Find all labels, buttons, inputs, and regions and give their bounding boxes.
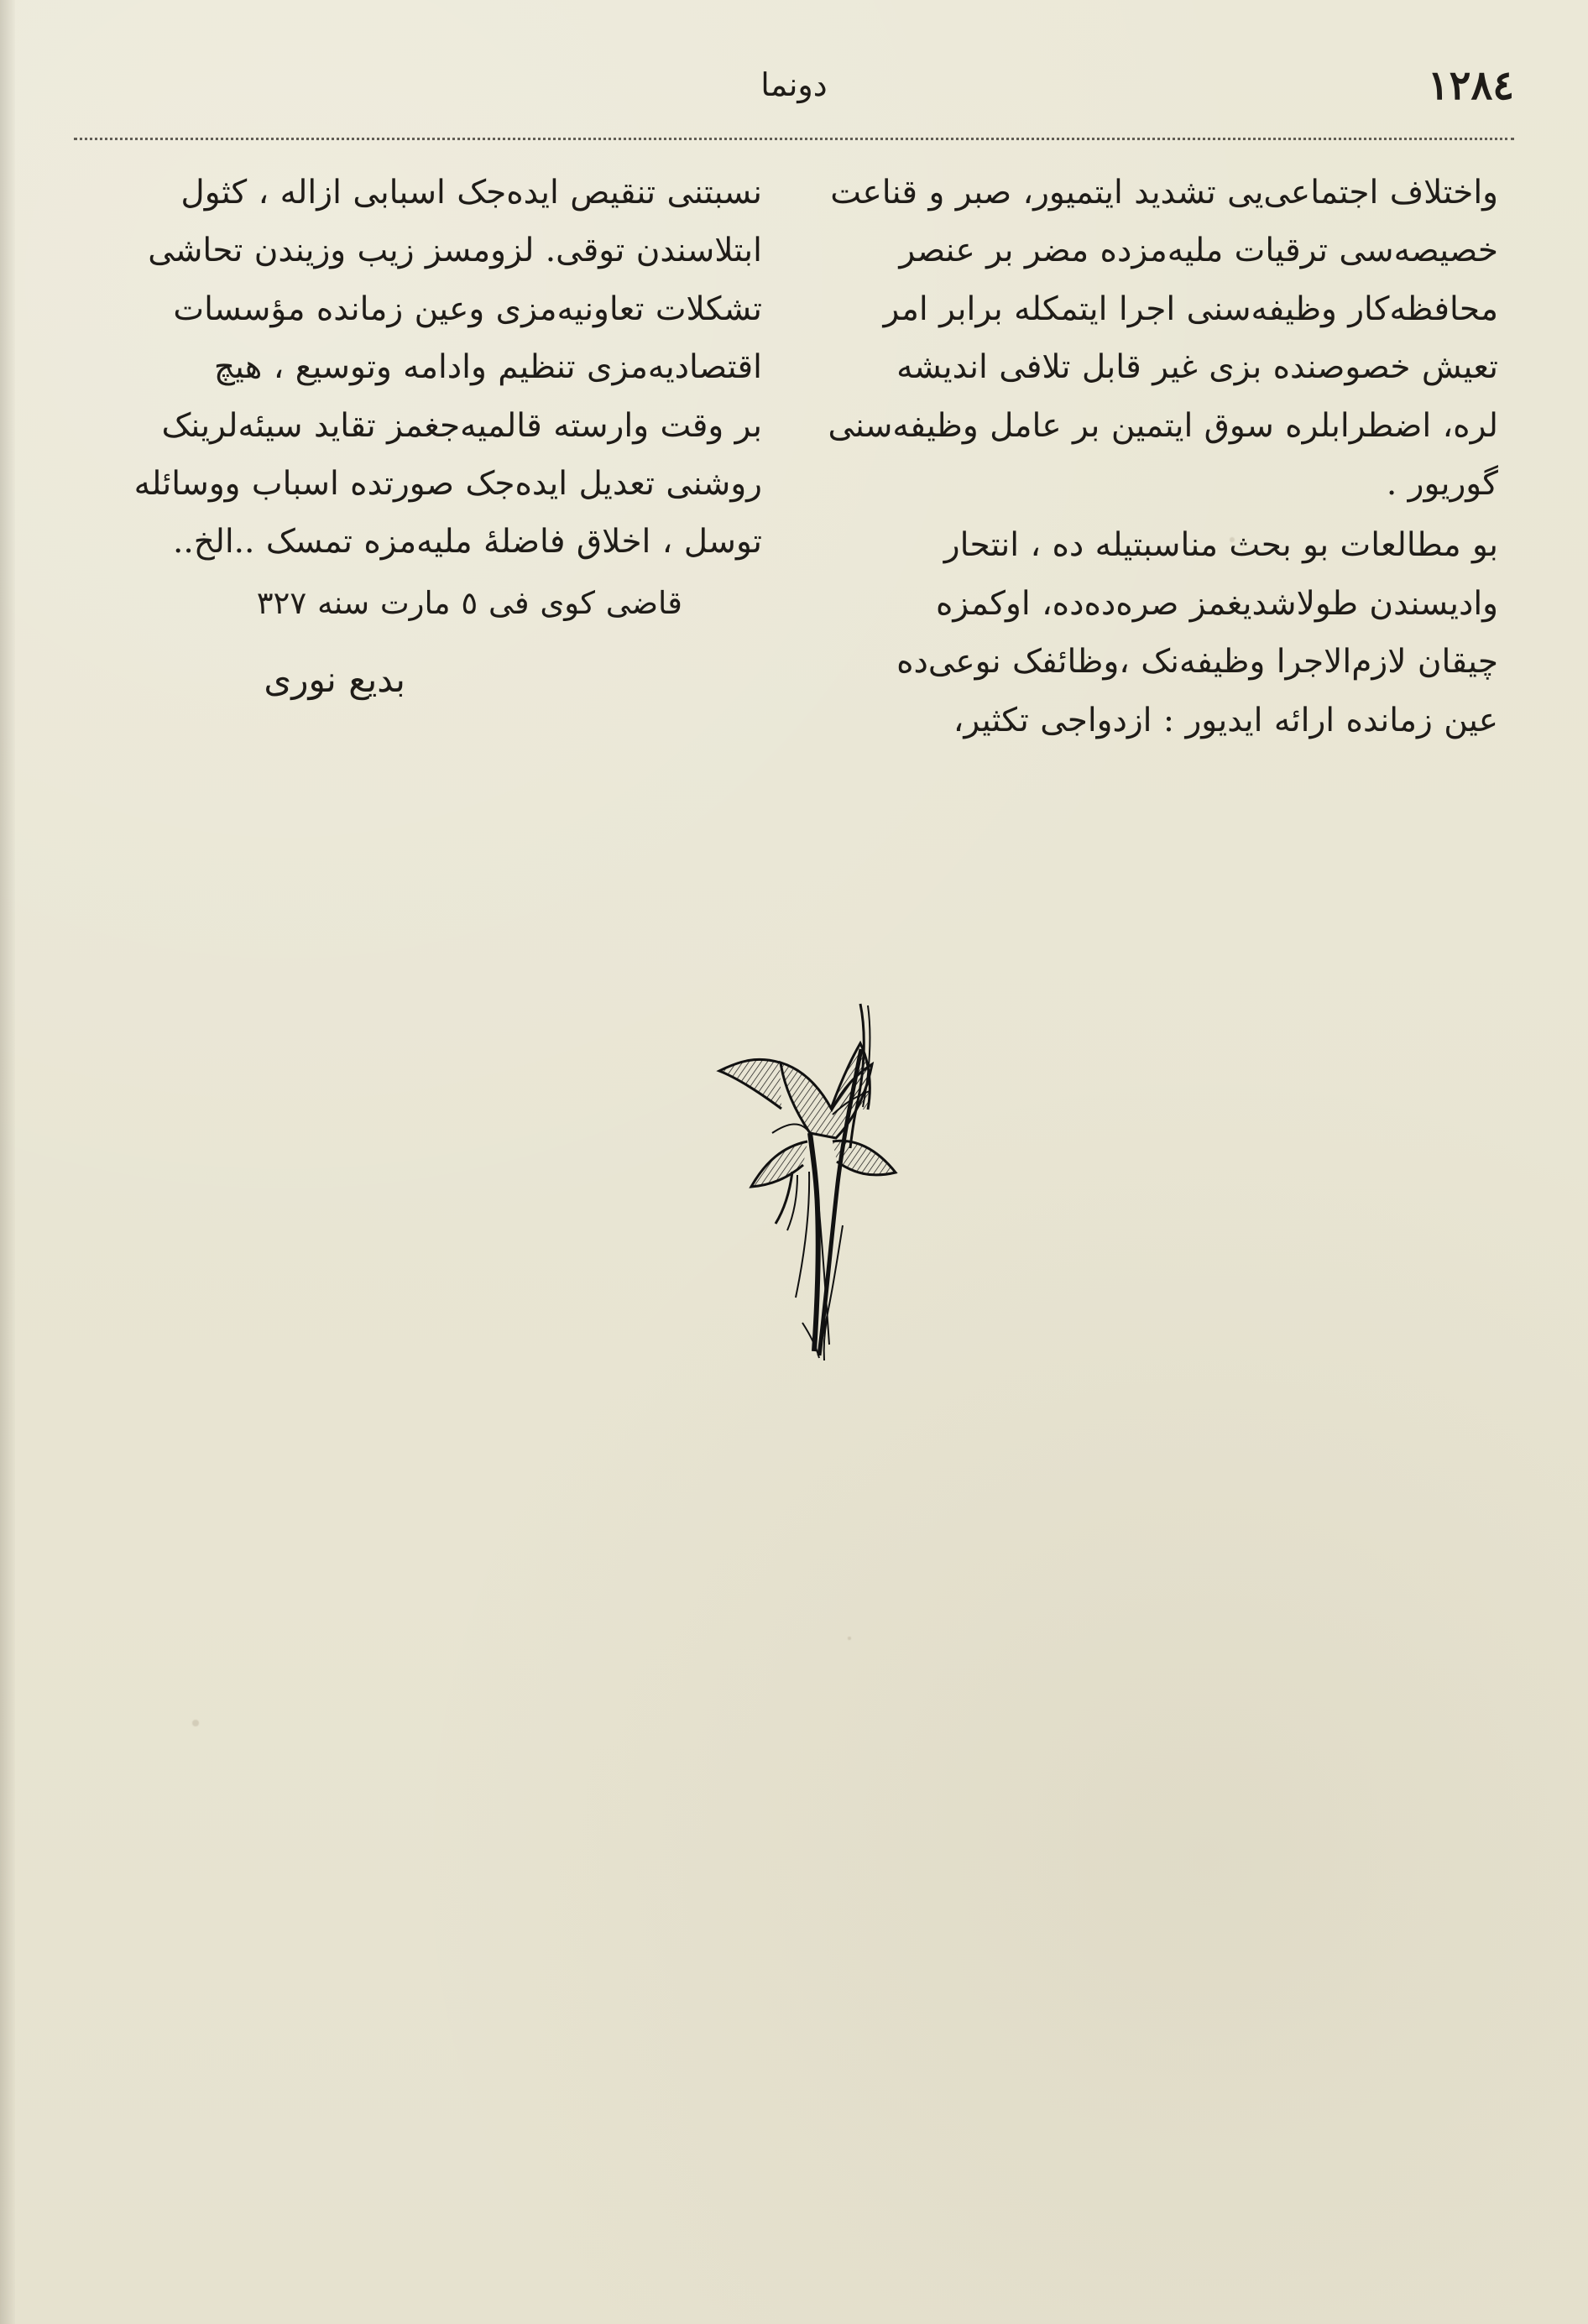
page-header bbox=[74, 62, 1514, 124]
right-paragraph-2 bbox=[823, 516, 1498, 749]
paper-spot-2 bbox=[1230, 537, 1235, 542]
right-paragraph-2-line-3: چیقان لازم‌الاجرا وظیفه‌نک ،وظائفک نوعی‌ده bbox=[896, 643, 1498, 682]
right-paragraph-1-line-3: محافظه‌کار وظیفه‌سنی اجرا ایتمکله برابر امر bbox=[883, 290, 1498, 328]
left-line-4: اقتصادیه‌مزی تنظیم وادامه وتوسیع ، هیچ bbox=[213, 348, 762, 387]
iris-flower-icon bbox=[688, 999, 940, 1376]
left-line-1: نسبتنی تنقیص ایده‌جک اسبابی ازاله ، کثول bbox=[180, 174, 762, 212]
left-line-3: تشکلات تعاونیه‌مزی وعین زمانده مؤسسات bbox=[173, 290, 762, 328]
paper-spot-3 bbox=[848, 1637, 851, 1640]
author-signature: بدیع نوری bbox=[264, 658, 405, 700]
left-paragraph bbox=[86, 164, 762, 572]
date-line: قاضی کوی فی ٥ مارت سنه ٣٢٧ bbox=[256, 584, 682, 621]
right-paragraph-2-line-2: وادیسندن طولاشدیغمز صره‌ده‌ده، اوکمزه bbox=[935, 584, 1498, 623]
right-text-column bbox=[823, 164, 1498, 749]
right-paragraph-2-line-1: بو مطالعات بو بحث مناسبتیله ده ، انتحار bbox=[943, 526, 1498, 565]
left-line-6: روشنی تعدیل ایده‌جک صورتده اسباب ووسائله bbox=[133, 465, 762, 504]
paper-spot-1 bbox=[192, 1720, 199, 1726]
right-paragraph-1-line-4: تعیش خصوصنده بزی غیر قابل تلافی اندیشه‌ bbox=[896, 348, 1498, 387]
right-paragraph-2-line-4: عین زمانده ارائه ایدیور : ازدواجی تکثیر، bbox=[953, 701, 1498, 739]
left-line-7: توسل ، اخلاق فاضله‌ٔ ملیه‌مزه تمسک ..الخ.. bbox=[172, 523, 762, 561]
left-text-column bbox=[86, 164, 762, 701]
right-paragraph-1-line-6: گوریور . bbox=[1386, 465, 1498, 504]
right-paragraph-1-line-2: خصیصه‌سی ترقیات ملیه‌مزده مضر بر عنصر bbox=[899, 232, 1498, 270]
page-edge-shadow bbox=[0, 0, 15, 2324]
right-paragraph-1-line-5: لره، اضطرابلره سوق ایتمین بر عامل وظیفه‌سنی bbox=[828, 406, 1498, 445]
header-dotted-rule bbox=[74, 138, 1514, 140]
running-title: دونما bbox=[760, 66, 828, 103]
page-number: ١٢٨٤ bbox=[1427, 62, 1514, 109]
left-line-5: بر وقت وارسته قالمیه‌جغمز تقاید سیئه‌لرینک bbox=[161, 406, 762, 445]
right-paragraph-1-line-1: واختلاف اجتماعی‌یی تشدید ایتمیور، صبر و قناعت bbox=[830, 174, 1498, 212]
right-paragraph-1 bbox=[823, 164, 1498, 513]
left-line-2: ابتلاسندن توقی. لزومسز زیب وزیندن تحاشی bbox=[148, 232, 762, 270]
